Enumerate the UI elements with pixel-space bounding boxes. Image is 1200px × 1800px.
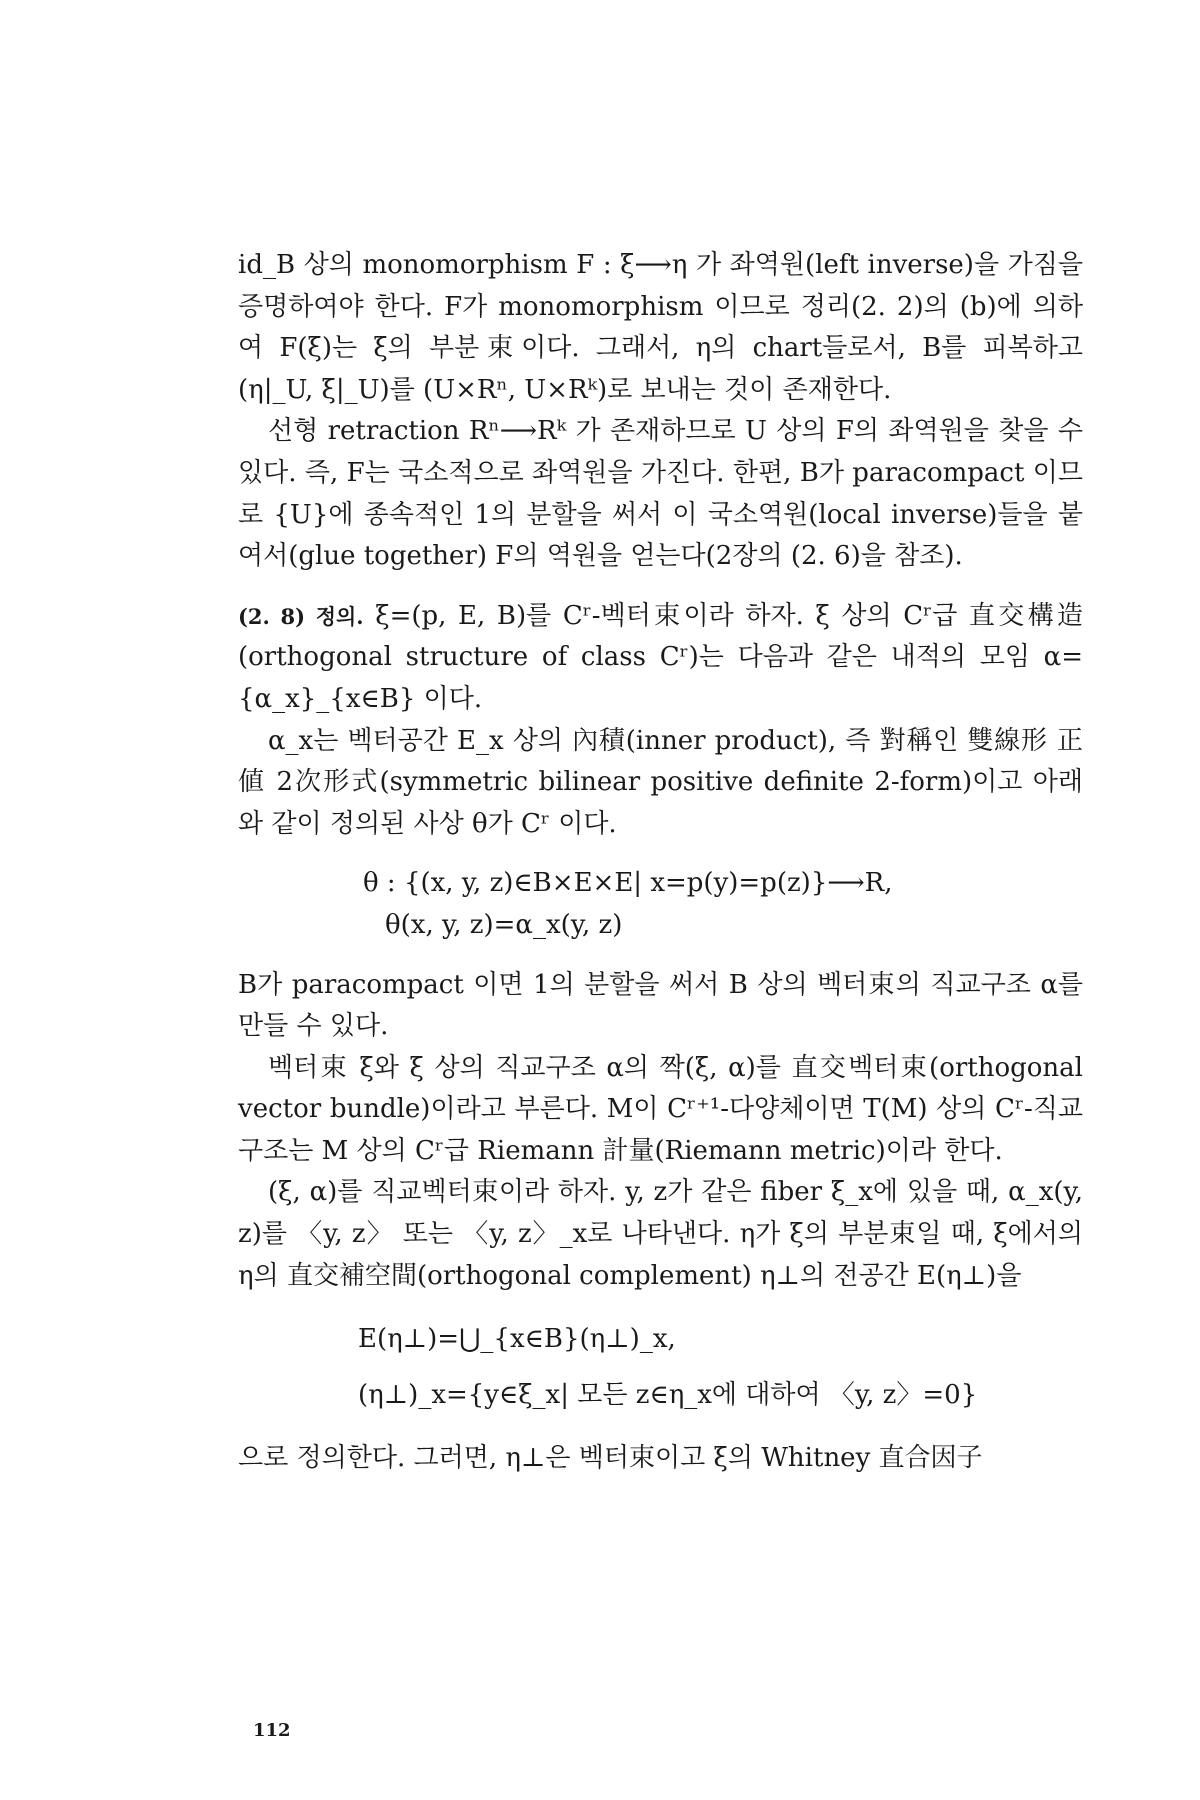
equation-theta-line-2: θ(x, y, z)=α_x(y, z) bbox=[385, 909, 623, 940]
equation-theta-line-1: θ : {(x, y, z)∈B×E×E| x=p(y)=p(z)}⟶R, bbox=[363, 868, 893, 899]
main-text bbox=[238, 245, 1083, 1480]
paragraph-inner-product: α_x는 벡터공간 E_x 상의 內積(inner product), 즉 對稱인 雙線形 正値 2次形式(symmetric bilinear positive definite 2-form)이고 아래와 같이 정의된 사상 θ가 Cʳ 이다. bbox=[238, 725, 1083, 839]
definition-2-8 bbox=[238, 596, 1083, 721]
paragraph-closing: 으로 정의한다. 그러면, η⊥은 벡터束이고 ξ의 Whitney 直合因子 bbox=[238, 1443, 983, 1474]
equation-complement-line-2: (η⊥)_x={y∈ξ_x| 모든 z∈η_x에 대하여 〈y, z〉=0} bbox=[358, 1379, 978, 1410]
equation-theta bbox=[363, 863, 1083, 946]
paragraph-paracompact: B가 paracompact 이면 1의 분할을 써서 B 상의 벡터束의 직교구조 α를 만들 수 있다. bbox=[238, 969, 1083, 1042]
equation-complement-line-1: E(η⊥)=⋃_{x∈B}(η⊥)_x, bbox=[358, 1324, 676, 1355]
paragraph-monomorphism-proof: id_B 상의 monomorphism F : ξ⟶η 가 좌역원(left inverse)을 가짐을 증명하여야 한다. F가 monomorphism 이므로 정리(2. 2)의 (b)에 의하여 F(ξ)는 ξ의 부분束이다. 그래서, η의 chart들로서, B를 피복하고 (η|_U, ξ|_U)를 (U×Rⁿ, U×Rᵏ)로 보내는 것이 존재한다. bbox=[238, 250, 1083, 405]
page-number: 112 bbox=[253, 1720, 291, 1741]
equation-complement bbox=[358, 1319, 1083, 1416]
paragraph-orthogonal-complement: (ξ, α)를 직교벡터束이라 하자. y, z가 같은 fiber ξ_x에 있을 때, α_x(y, z)를 〈y, z〉 또는 〈y, z〉_x로 나타낸다. η가 ξ의 부분束일 때, ξ에서의 η의 直交補空間(orthogonal complement) η⊥의 전공간 E(η⊥)을 bbox=[238, 1177, 1083, 1291]
paragraph-orthogonal-bundle: 벡터束 ξ와 ξ 상의 직교구조 α의 짝(ξ, α)를 直交벡터束(orthogonal vector bundle)이라고 부른다. M이 Cʳ⁺¹-다양체이면 T(M) 상의 Cʳ-직교구조는 M 상의 Cʳ급 Riemann 計量(Riemann metric)이라 한다. bbox=[238, 1052, 1083, 1166]
definition-label: (2. 8) 정의. bbox=[238, 603, 364, 629]
definition-text: ξ=(p, E, B)를 Cʳ-벡터束이라 하자. ξ 상의 Cʳ급 直交構造(orthogonal structure of class Cʳ)는 다음과 같은 내적의 모임 α={α_x}_{x∈B} 이다. bbox=[238, 600, 1083, 714]
paragraph-retraction: 선형 retraction Rⁿ⟶Rᵏ 가 존재하므로 U 상의 F의 좌역원을 찾을 수 있다. 즉, F는 국소적으로 좌역원을 가진다. 한편, B가 paracompact 이므로 {U}에 종속적인 1의 분할을 써서 이 국소역원(local inverse)들을 붙여서(glue together) F의 역원을 얻는다(2장의 (2. 6)을 참조). bbox=[238, 416, 1083, 572]
